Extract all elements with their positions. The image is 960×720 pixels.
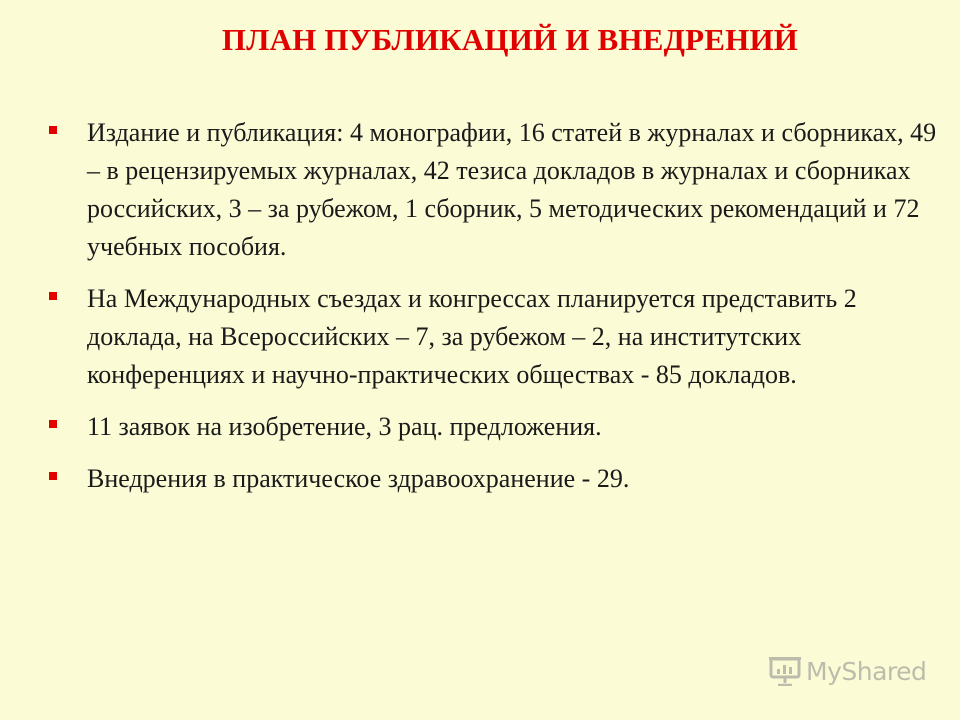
bullet-text: Издание и публикация: 4 монографии, 16 статей в журналах и сборниках, 49 – в рецензируемых журналах, 42 тезиса докладов в журналах и сборниках российских, 3 – за рубежом, 1 сборник, 5 методических рекомендаций и 72 учебных пособия.	[87, 118, 937, 261]
myshared-watermark	[768, 656, 926, 686]
bullet-list	[47, 114, 947, 498]
bullet-text: На Международных съездах и конгрессах планируется представить 2 доклада, на Всероссийских – 7, за рубежом – 2, на институтских конференциях и научно-практических обществах - 85 докладов.	[87, 284, 857, 389]
bullet-item-congresses	[47, 280, 947, 394]
square-bullet-icon	[49, 292, 57, 300]
square-bullet-icon	[49, 420, 57, 428]
bullet-text: Внедрения в практическое здравоохранение - 29.	[87, 464, 630, 493]
square-bullet-icon	[49, 472, 57, 480]
bullet-text: 11 заявок на изобретение, 3 рац. предложения.	[87, 412, 602, 441]
watermark-text: MyShared	[806, 656, 927, 686]
bullet-item-inventions	[47, 408, 947, 446]
bullet-item-publications	[47, 114, 947, 266]
square-bullet-icon	[49, 126, 57, 134]
slide-title: ПЛАН ПУБЛИКАЦИЙ И ВНЕДРЕНИЙ	[221, 22, 799, 57]
presentation-board-icon	[768, 656, 802, 686]
bullet-item-implementations	[47, 460, 947, 498]
